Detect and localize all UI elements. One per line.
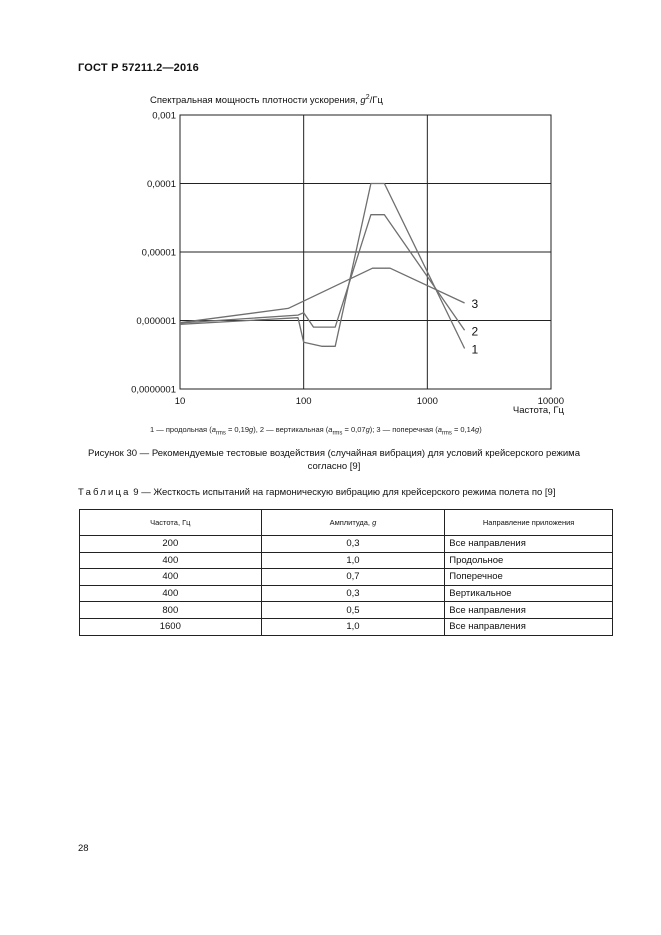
legend-note-sub: rms [215, 430, 226, 437]
series-line-1 [180, 184, 465, 349]
x-tick-label: 100 [295, 396, 312, 407]
cell-frequency: 1600 [80, 618, 262, 635]
x-tick-label: 1000 [416, 396, 438, 407]
series-line-3 [180, 268, 465, 323]
document-header-code: ГОСТ Р 57211.2—2016 [78, 62, 199, 74]
header-frequency: Частота, Гц [80, 510, 262, 536]
table-row [80, 618, 613, 635]
chart-title-unit-rest: /Гц [369, 95, 383, 107]
header-direction: Направление приложения [445, 510, 613, 536]
table-row [80, 602, 613, 619]
figure-caption-line1: Рисунок 30 — Рекомендуемые тестовые воздействия (случайная вибрация) для условий крейсерского режима [88, 448, 580, 459]
legend-note-part: ), 2 — вертикальная ( [253, 425, 329, 434]
cell-frequency: 400 [80, 552, 262, 569]
cell-amplitude: 0,3 [261, 585, 445, 602]
y-tick-label: 0,0000001 [131, 384, 176, 396]
table-row [80, 585, 613, 602]
cell-amplitude: 1,0 [261, 552, 445, 569]
legend-note-var: g [475, 425, 480, 434]
legend-note-part: = 0,14 [451, 425, 476, 434]
table-title-text: 9 — Жесткость испытаний на гармоническую вибрацию для крейсерского режима полета по [9] [130, 487, 556, 498]
y-tick-label: 0,0001 [146, 179, 176, 190]
cell-frequency: 800 [80, 602, 262, 619]
page-number: 28 [78, 843, 89, 854]
table-title [78, 487, 555, 498]
legend-note-part: = 0,07 [342, 425, 366, 434]
figure-caption-line2: согласно [9] [307, 461, 361, 472]
legend-note-sub: rms [332, 430, 343, 437]
cell-direction: Все направления [445, 618, 613, 635]
x-axis-label: Частота, Гц [512, 405, 564, 416]
legend-note-var: a [211, 425, 216, 434]
header-amplitude-unit: g [372, 518, 377, 527]
series-label-3: 3 [471, 297, 479, 312]
legend-note-var: g [249, 425, 254, 434]
header-amplitude-text: Амплитуда, [329, 518, 373, 527]
y-tick-label: 0,00001 [141, 247, 176, 259]
table-row [80, 552, 613, 569]
x-tick-label: 10000 [537, 396, 564, 407]
cell-amplitude: 0,3 [261, 536, 445, 553]
series-line-2 [180, 215, 465, 331]
table-title-label: Таблица [78, 487, 131, 498]
legend-note-part: ); 3 — поперечная ( [369, 425, 438, 434]
x-tick-label: 10 [174, 396, 186, 407]
legend-note-part: 1 — продольная ( [150, 425, 212, 434]
cell-direction: Все направления [445, 536, 613, 553]
chart-title-text: Спектральная мощность плотности ускорения, [150, 95, 361, 107]
series-label-1: 1 [471, 342, 479, 357]
cell-frequency: 200 [80, 536, 262, 553]
table-row [80, 536, 613, 553]
legend-note-var: g [365, 425, 370, 434]
chart-title-unit-g: g [360, 95, 366, 107]
table-header-row [80, 510, 613, 536]
cell-frequency: 400 [80, 585, 262, 602]
cell-frequency: 400 [80, 569, 262, 586]
y-tick-label: 0,000001 [136, 316, 176, 327]
cell-direction: Вертикальное [445, 585, 613, 602]
header-amplitude [261, 510, 445, 536]
series-label-2: 2 [471, 324, 479, 339]
legend-note-part: = 0,19 [225, 425, 250, 434]
chart-legend-note [150, 425, 482, 437]
chart-title-unit-exp: 2 [365, 94, 370, 101]
legend-note-part: ) [479, 425, 482, 434]
cell-amplitude: 1,0 [261, 618, 445, 635]
legend-note-var: a [437, 425, 442, 434]
figure-caption [80, 447, 588, 473]
vibration-test-table [79, 509, 613, 636]
cell-direction: Продольное [445, 552, 613, 569]
table-row [80, 569, 613, 586]
legend-note-var: a [328, 425, 333, 434]
cell-amplitude: 0,5 [261, 602, 445, 619]
y-tick-label: 0,001 [152, 110, 176, 122]
cell-amplitude: 0,7 [261, 569, 445, 586]
cell-direction: Все направления [445, 602, 613, 619]
legend-note-sub: rms [441, 430, 452, 437]
cell-direction: Поперечное [445, 569, 613, 586]
